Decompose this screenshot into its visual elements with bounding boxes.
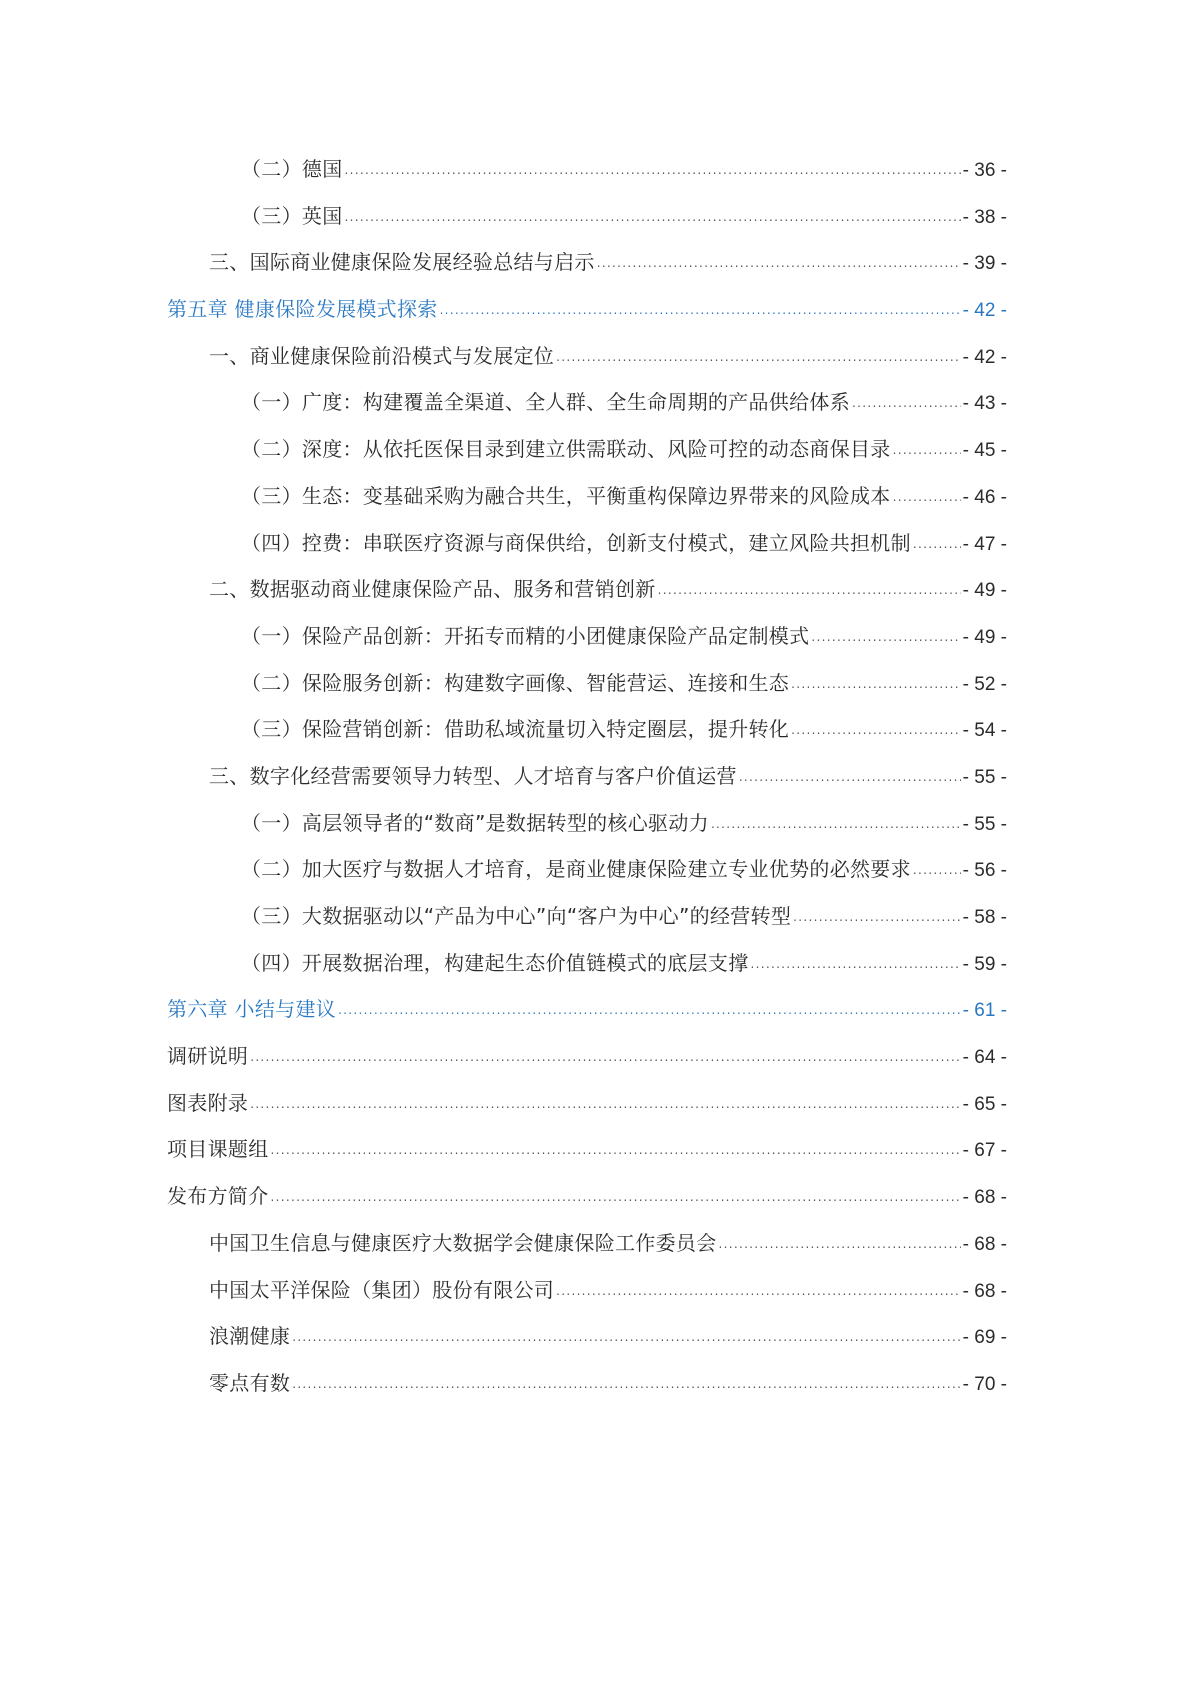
toc-entry[interactable]	[167, 1173, 1007, 1220]
toc-leader-dots	[791, 658, 961, 708]
toc-leader-dots	[250, 1031, 960, 1081]
toc-leader-dots	[893, 471, 961, 521]
toc-entry[interactable]	[167, 193, 1007, 240]
toc-entry-page: - 69 -	[962, 1327, 1007, 1349]
toc-entry-title: （二）德国	[241, 157, 343, 181]
toc-leader-dots	[338, 984, 961, 1034]
toc-leader-dots	[597, 237, 961, 287]
toc-entry[interactable]	[167, 333, 1007, 380]
toc-leader-dots	[852, 377, 961, 427]
toc-leader-dots	[556, 1265, 961, 1315]
toc-entry[interactable]	[167, 1080, 1007, 1127]
toc-entry-title: 二、数据驱动商业健康保险产品、服务和营销创新	[209, 577, 656, 602]
toc-entry[interactable]	[167, 660, 1007, 707]
toc-entry-page: - 47 -	[962, 533, 1007, 555]
toc-chapter-entry[interactable]	[167, 986, 1007, 1033]
table-of-contents	[167, 146, 1007, 1407]
toc-leader-dots	[791, 704, 961, 754]
toc-entry-title: 第六章 小结与建议	[167, 997, 337, 1022]
toc-entry-title: 图表附录	[167, 1090, 249, 1115]
toc-leader-dots	[440, 284, 961, 334]
toc-entry-title: （四）开展数据治理，构建起生态价值链模式的底层支撑	[241, 950, 749, 975]
toc-entry-title: （三）大数据驱动以“产品为中心”向“客户为中心”的经营转型	[241, 904, 792, 928]
toc-entry[interactable]	[167, 1220, 1007, 1267]
toc-entry-page: - 65 -	[962, 1093, 1007, 1115]
toc-entry-page: - 64 -	[962, 1047, 1007, 1069]
toc-entry-title: 发布方简介	[167, 1184, 269, 1209]
toc-entry[interactable]	[167, 1267, 1007, 1314]
toc-leader-dots	[913, 518, 961, 568]
toc-entry-title: 调研说明	[167, 1044, 249, 1069]
toc-entry-page: - 49 -	[962, 580, 1007, 602]
toc-entry[interactable]	[167, 473, 1007, 520]
toc-leader-dots	[345, 191, 961, 241]
toc-entry-title: 零点有数	[209, 1370, 291, 1395]
toc-entry-title: 三、国际商业健康保险发展经验总结与启示	[209, 250, 595, 275]
toc-entry-page: - 55 -	[962, 813, 1007, 835]
toc-entry-title: （四）控费：串联医疗资源与商保供给，创新支付模式，建立风险共担机制	[241, 530, 911, 555]
toc-entry-title: （二）加大医疗与数据人才培育，是商业健康保险建立专业优势的必然要求	[241, 857, 911, 882]
toc-entry-title: 中国太平洋保险（集团）股份有限公司	[209, 1277, 555, 1302]
toc-entry[interactable]	[167, 146, 1007, 193]
toc-entry-page: - 36 -	[962, 160, 1007, 181]
toc-entry-page: - 68 -	[962, 1187, 1007, 1209]
toc-leader-dots	[556, 331, 961, 381]
toc-entry-page: - 42 -	[962, 300, 1007, 322]
toc-entry[interactable]	[167, 893, 1007, 940]
toc-entry-title: 项目课题组	[167, 1137, 269, 1162]
toc-entry-page: - 67 -	[962, 1140, 1007, 1162]
toc-entry-title: 浪潮健康	[209, 1324, 291, 1349]
toc-entry-page: - 56 -	[962, 860, 1007, 882]
toc-entry[interactable]	[167, 940, 1007, 987]
toc-chapter-entry[interactable]	[167, 286, 1007, 333]
toc-entry-title: 中国卫生信息与健康医疗大数据学会健康保险工作委员会	[209, 1230, 717, 1255]
toc-entry-title: （一）高层领导者的“数商”是数据转型的核心驱动力	[241, 810, 709, 835]
toc-entry-title: （三）英国	[241, 203, 343, 228]
toc-leader-dots	[292, 1358, 960, 1408]
toc-leader-dots	[913, 844, 961, 894]
toc-entry[interactable]	[167, 426, 1007, 473]
toc-entry-title: （一）广度：构建覆盖全渠道、全人群、全生命周期的产品供给体系	[241, 390, 850, 415]
toc-entry-page: - 42 -	[962, 346, 1007, 368]
toc-entry-page: - 43 -	[962, 393, 1007, 415]
toc-leader-dots	[719, 1218, 961, 1268]
toc-entry[interactable]	[167, 1126, 1007, 1173]
toc-leader-dots	[345, 144, 961, 194]
toc-leader-dots	[893, 424, 961, 474]
toc-entry-page: - 70 -	[962, 1373, 1007, 1395]
toc-entry-title: 第五章 健康保险发展模式探索	[167, 297, 438, 322]
toc-entry[interactable]	[167, 566, 1007, 613]
toc-entry[interactable]	[167, 846, 1007, 893]
toc-entry-page: - 38 -	[962, 206, 1007, 228]
toc-leader-dots	[751, 938, 961, 988]
toc-entry-title: （一）保险产品创新：开拓专而精的小团健康保险产品定制模式	[241, 623, 810, 648]
toc-leader-dots	[292, 1311, 960, 1361]
toc-leader-dots	[811, 611, 960, 661]
toc-leader-dots	[739, 751, 961, 801]
toc-entry-page: - 52 -	[962, 673, 1007, 695]
toc-entry-page: - 68 -	[962, 1280, 1007, 1302]
toc-entry-title: （三）生态：变基础采购为融合共生，平衡重构保障边界带来的风险成本	[241, 483, 891, 508]
toc-entry[interactable]	[167, 520, 1007, 567]
toc-entry-page: - 46 -	[962, 486, 1007, 508]
toc-entry-page: - 68 -	[962, 1233, 1007, 1255]
toc-entry-title: （二）保险服务创新：构建数字画像、智能营运、连接和生态	[241, 670, 790, 695]
toc-entry[interactable]	[167, 753, 1007, 800]
toc-entry-page: - 45 -	[962, 440, 1007, 462]
toc-entry[interactable]	[167, 239, 1007, 286]
toc-leader-dots	[271, 1171, 961, 1221]
toc-entry[interactable]	[167, 706, 1007, 753]
toc-entry-page: - 58 -	[962, 907, 1007, 928]
toc-leader-dots	[793, 891, 960, 941]
toc-entry-page: - 61 -	[962, 1000, 1007, 1022]
toc-entry-page: - 54 -	[962, 720, 1007, 742]
toc-entry-page: - 49 -	[962, 626, 1007, 648]
toc-entry[interactable]	[167, 379, 1007, 426]
toc-leader-dots	[271, 1124, 961, 1174]
toc-entry-page: - 59 -	[962, 953, 1007, 975]
toc-entry[interactable]	[167, 1360, 1007, 1407]
toc-entry-title: 三、数字化经营需要领导力转型、人才培育与客户价值运营	[209, 763, 737, 788]
toc-entry-page: - 39 -	[962, 253, 1007, 275]
toc-entry-title: 一、商业健康保险前沿模式与发展定位	[209, 343, 555, 368]
toc-entry-page: - 55 -	[962, 766, 1007, 788]
toc-leader-dots	[250, 1078, 960, 1128]
toc-entry[interactable]	[167, 800, 1007, 847]
toc-entry-title: （二）深度：从依托医保目录到建立供需联动、风险可控的动态商保目录	[241, 437, 891, 462]
toc-entry[interactable]	[167, 613, 1007, 660]
toc-leader-dots	[658, 564, 961, 614]
toc-leader-dots	[711, 798, 961, 848]
toc-entry[interactable]	[167, 1033, 1007, 1080]
toc-entry-title: （三）保险营销创新：借助私域流量切入特定圈层，提升转化	[241, 717, 790, 742]
toc-entry[interactable]	[167, 1313, 1007, 1360]
